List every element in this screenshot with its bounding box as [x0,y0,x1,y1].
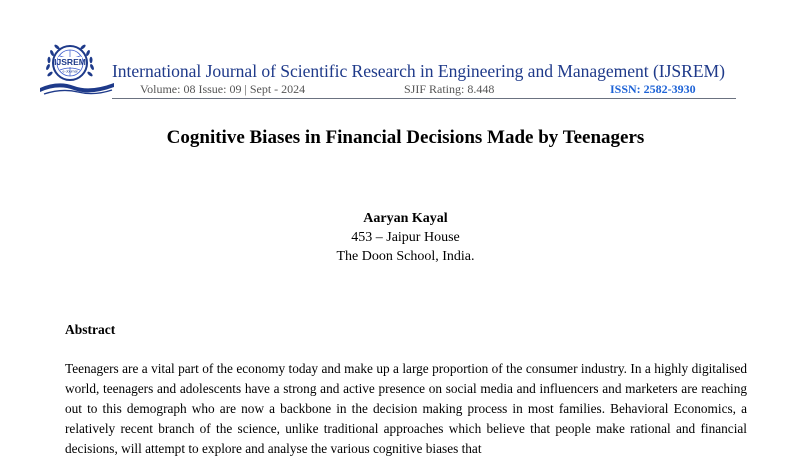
author-block [0,209,811,266]
paper-title: Cognitive Biases in Financial Decisions Made by Teenagers [166,127,645,148]
journal-issn: ISSN: 2582-3930 [610,82,696,96]
author-house: 453 – Jaipur House [351,230,460,245]
logo-main-text: IJSREM [54,57,86,67]
ijsrem-logo [38,36,116,98]
journal-volume-issue: Volume: 08 Issue: 09 | Sept - 2024 [140,82,306,96]
author-affiliation: The Doon School, India. [336,249,475,264]
author-name: Aaryan Kayal [363,211,448,226]
journal-sjif-rating: SJIF Rating: 8.448 [404,82,495,96]
header-divider [112,98,736,99]
journal-title: International Journal of Scientific Research in Engineering and Management (IJSREM) [112,61,725,81]
abstract-body: Teenagers are a vital part of the economy today and make up a large proportion of the consumer industry. In a highly digitalised world, teenagers and adolescents have a strong and active presence on social media and influencers and marketers are reaching out to this demograph who are now a backbone in the decision making process in most families. Behavioral Economics, a relatively recent branch of the science, unlike traditional approaches which believe that people make rational and financial decisions, will attempt to explore and analyse the various cognitive biases that [65,361,747,456]
logo-sub-text: e-Journal [62,69,78,74]
abstract-heading: Abstract [65,322,116,337]
